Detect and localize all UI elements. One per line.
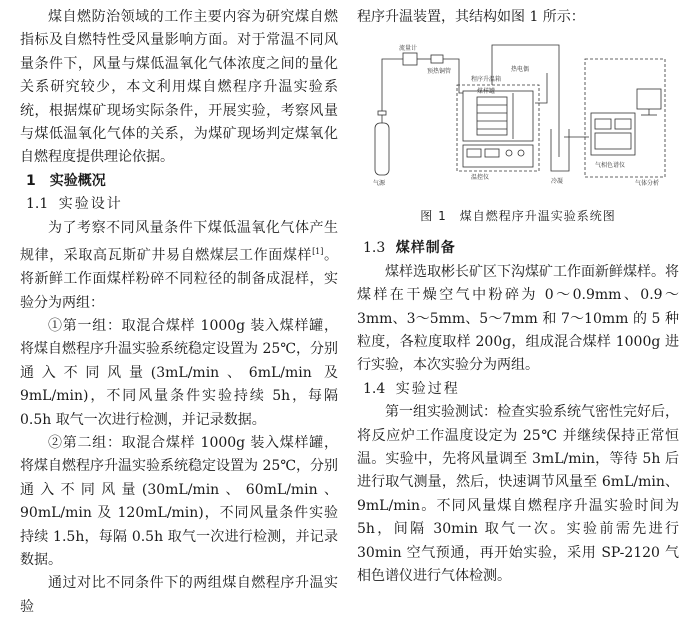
section-heading-1-3 — [357, 237, 679, 260]
section-heading-1: 1 实验概况 — [26, 172, 106, 189]
left-column — [20, 6, 338, 619]
heading-number: 1.3 — [363, 240, 386, 257]
oven-shape — [463, 91, 533, 141]
program-box-shape — [457, 85, 539, 171]
group-two-paragraph: ②第二组：取混合煤样 1000g 装入煤样罐，将煤自燃程序升温实验系统稳定设置为 25℃，分别通入不同风量(30mL/min、60mL/min、90mL/min 及 120mL/min)，不同风量条件实验持续 1.5h，每隔 0.5h 取气一次进行检测，并记录数据。 — [20, 434, 338, 568]
heading-text: 煤样制备 — [395, 240, 456, 257]
label-flowmeter: 流量计 — [399, 45, 418, 53]
apparatus-intro: 程序升温装置，其结构如图 1 所示： — [357, 9, 585, 25]
right-column — [357, 6, 679, 589]
design-text-a: 为了考察不同风量条件下煤低温氧化气体产生规律，采取高瓦斯矿井易自燃煤层工作面煤样 — [20, 219, 338, 264]
label-temp-ctrl: 温控仪 — [471, 174, 490, 182]
group-one-paragraph: ①第一组：取混合煤样 1000g 装入煤样罐，将煤自燃程序升温实验系统稳定设置为 25℃，分别通入不同风量(3mL/min、6mL/min 及 9mL/min)，不同风量条件实验持续 5h，每隔 0.5h 取气一次进行检测，并记录数据。 — [20, 317, 338, 428]
section-heading-1-4 — [357, 378, 679, 401]
heading-number: 1.4 — [363, 380, 386, 397]
label-program-box: 程序升温箱 — [471, 76, 502, 84]
design-text-b: 。将新鲜工作面煤样粉碎不同粒径的制备成混样，实验分为两组： — [20, 247, 339, 311]
section-heading-1-1 — [20, 193, 338, 216]
experiment-system-diagram — [359, 33, 677, 201]
label-gas-analysis: 气体分析 — [635, 180, 660, 188]
design-paragraph — [20, 217, 338, 315]
label-chromatograph: 气相色谱仪 — [595, 162, 626, 170]
heading-number: 1.1 — [26, 196, 49, 213]
intro-paragraph: 煤自燃防治领域的工作主要内容为研究煤自燃指标及自燃特性受风量影响方面。对于常温不同风量条件下，风量与煤低温氧化气体浓度之间的量化关系研究较少，本文利用煤自燃程序升温实验系统，根据煤矿现场实际条件，开展实验，考察风量与煤低温氧化气体的关系，为煤矿现场判定煤氧化自燃程度提供理论依据。 — [20, 9, 338, 166]
heading-text: 实验过程 — [395, 380, 460, 397]
gas-cylinder-shape — [375, 123, 389, 175]
heading-text: 实验设计 — [58, 196, 123, 213]
figure-caption: 图 1 煤自燃程序升温实验系统图 — [420, 209, 616, 224]
flowmeter-shape — [403, 53, 417, 65]
sample-prep-paragraph: 煤样选取彬长矿区下沟煤矿工作面新鲜煤样。将煤样在干燥空气中粉碎为 0～0.9mm、0.9～3mm、3～5mm、5～7mm 和 7～10mm 的 5 种粒度，各粒度取样 200g，组成混合煤样 1000g 进行实验，本次实验分为两组。 — [357, 263, 679, 374]
procedure-paragraph: 第一组实验测试：检查实验系统气密性完好后，将反应炉工作温度设定为 25℃ 并继续保持正常恒温。实验中，先将风量调至 3mL/min，等待 5h 后进行取气测量，然后，快速调节风量至 6mL/min、9mL/min。不同风量煤自燃程序升温实验时间为 5h，间隔 30min 取气一次。实验前需先进行 30min 空气预通，再开始实验，采用 SP-2120 气相色谱仪进行气体检测。 — [357, 404, 679, 585]
label-coal-tank: 煤样罐 — [477, 88, 496, 96]
label-thermocouple: 热电偶 — [511, 66, 530, 74]
experiment-system-figure — [359, 33, 677, 203]
label-cold-trap: 冷凝 — [551, 178, 564, 186]
comparison-paragraph: 通过对比不同条件下的两组煤自燃程序升温实验 — [20, 575, 338, 615]
label-gas-source: 气源 — [373, 180, 386, 188]
label-preheat: 预热铜管 — [427, 68, 452, 76]
citation[interactable]: [1] — [312, 247, 324, 257]
